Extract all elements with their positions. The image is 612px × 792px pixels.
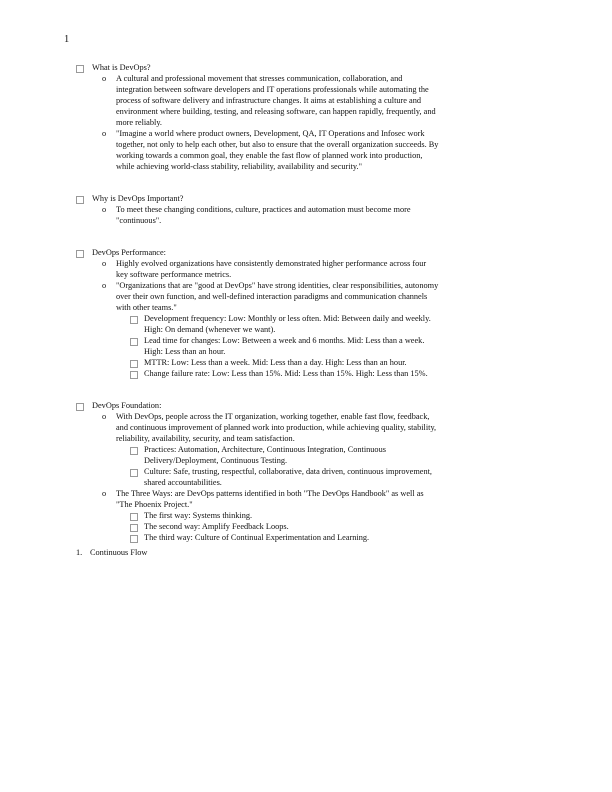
sub-list-item-text: The second way: Amplify Feedback Loops.: [144, 522, 289, 531]
list-item: [76, 204, 440, 226]
square-bullet-icon: [76, 196, 84, 204]
sub-list-item: [76, 532, 440, 543]
section-heading: [76, 193, 440, 204]
square-bullet-icon: [130, 447, 138, 455]
sub-list-item-text: The third way: Culture of Continual Experimentation and Learning.: [144, 533, 370, 542]
list-item: [76, 73, 440, 128]
sub-list-item-text: Practices: Automation, Architecture, Continuous Integration, Continuous Delivery/Deployment, Continuous Testing.: [144, 445, 386, 465]
outline-section: [76, 193, 440, 226]
circle-bullet-icon: o: [102, 129, 107, 138]
circle-bullet-icon: o: [102, 489, 107, 498]
numbered-item-number: 1.: [76, 548, 83, 557]
section-heading: [76, 400, 440, 411]
square-bullet-icon: [130, 469, 138, 477]
sub-list-item: [76, 466, 440, 488]
section-title: DevOps Foundation:: [92, 401, 162, 410]
sub-list-item-text: Culture: Safe, trusting, respectful, collaborative, data driven, continuous improvement, shared accountabilities.: [144, 467, 433, 487]
square-bullet-icon: [76, 65, 84, 73]
square-bullet-icon: [130, 371, 138, 379]
square-bullet-icon: [130, 513, 138, 521]
list-item-text: To meet these changing conditions, culture, practices and automation must become more "continuous".: [116, 205, 411, 225]
list-item: [76, 128, 440, 172]
list-item-text: Highly evolved organizations have consistently demonstrated higher performance across four key software performance metrics.: [116, 259, 427, 279]
sub-list-item: [76, 510, 440, 521]
square-bullet-icon: [130, 360, 138, 368]
section-heading: [76, 247, 440, 258]
outline-content: [76, 62, 440, 543]
section-title: What is DevOps?: [92, 63, 151, 72]
sub-list-item: [76, 368, 440, 379]
circle-bullet-icon: o: [102, 74, 107, 83]
numbered-item: [76, 547, 147, 558]
list-item-text: The Three Ways: are DevOps patterns identified in both "The DevOps Handbook" as well as "The Phoenix Project.": [116, 489, 424, 509]
sub-list-item-text: Change failure rate: Low: Less than 15%. Mid: Less than 15%. High: Less than 15%.: [144, 369, 428, 378]
square-bullet-icon: [76, 403, 84, 411]
circle-bullet-icon: o: [102, 281, 107, 290]
list-item-text: "Organizations that are "good at DevOps" have strong identities, clear responsibilities, autonomy over their own function, and well-defined interaction paradigms and communication channels with other teams.": [116, 281, 439, 312]
sub-list-item-text: Development frequency: Low: Monthly or less often. Mid: Between daily and weekly. High: On demand (whenever we want).: [144, 314, 431, 334]
circle-bullet-icon: o: [102, 259, 107, 268]
square-bullet-icon: [76, 250, 84, 258]
list-item: [76, 280, 440, 313]
sub-list-item: [76, 444, 440, 466]
circle-bullet-icon: o: [102, 412, 107, 421]
section-title: DevOps Performance:: [92, 248, 166, 257]
outline-section: [76, 62, 440, 172]
page-number: 1: [64, 34, 70, 45]
numbered-item-text: Continuous Flow: [90, 548, 148, 557]
sub-list-item: [76, 521, 440, 532]
sub-list-item-text: Lead time for changes: Low: Between a week and 6 months. Mid: Less than a week. High: Less than an hour.: [144, 336, 425, 356]
section-heading: [76, 62, 440, 73]
sub-list-item: [76, 335, 440, 357]
list-item: [76, 411, 440, 444]
section-title: Why is DevOps Important?: [92, 194, 184, 203]
circle-bullet-icon: o: [102, 205, 107, 214]
square-bullet-icon: [130, 316, 138, 324]
list-item-text: "Imagine a world where product owners, Development, QA, IT Operations and Infosec work together, not only to help each other, but also to ensure that the overall organization succeeds. By working towards a common goal, they enable the fast flow of planned work into production, while achieving world-class stability, reliability, availability and security.": [116, 129, 439, 171]
sub-list-item: [76, 357, 440, 368]
list-item: [76, 488, 440, 510]
sub-list-item: [76, 313, 440, 335]
list-item-text: A cultural and professional movement that stresses communication, collaboration, and integration between software developers and IT operations professionals while automating the process of software delivery and infrastructure changes. It aims at establishing a culture and environment where building, testing, and releasing software, can happen rapidly, frequently, and more reliably.: [116, 74, 436, 127]
square-bullet-icon: [130, 338, 138, 346]
outline-section: [76, 247, 440, 379]
sub-list-item-text: The first way: Systems thinking.: [144, 511, 253, 520]
square-bullet-icon: [130, 535, 138, 543]
square-bullet-icon: [130, 524, 138, 532]
list-item: [76, 258, 440, 280]
sub-list-item-text: MTTR: Low: Less than a week. Mid: Less than a day. High: Less than an hour.: [144, 358, 407, 367]
list-item-text: With DevOps, people across the IT organization, working together, enable fast flow, feedback, and continuous improvement of planned work into production, while achieving quality, stability, reliability, availability, security, and team satisfaction.: [116, 412, 437, 443]
outline-section: [76, 400, 440, 543]
